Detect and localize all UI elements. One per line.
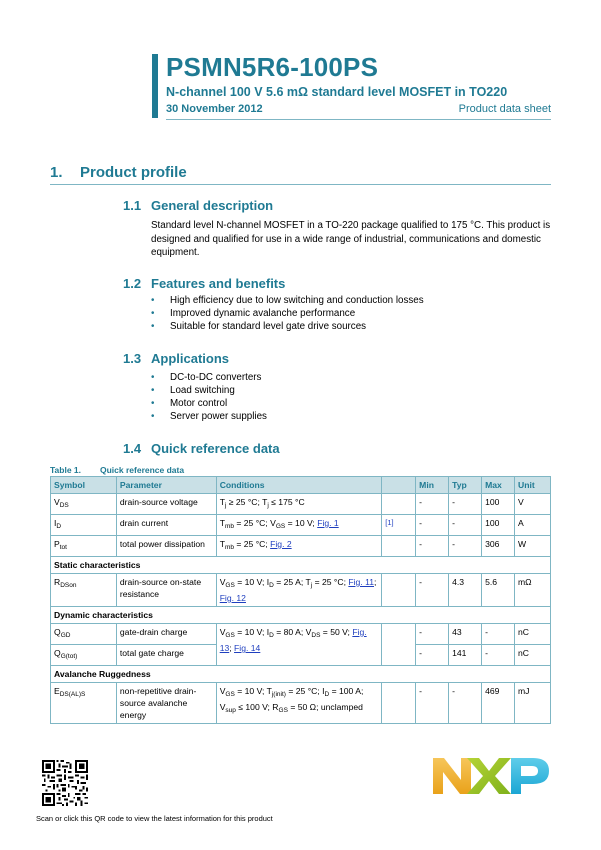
conditions-cell: $V_{GS} = 10$ V; $I_D = 25$ A; $T_j = 25$ °C; Fig. 11; Fig. 12 [216,574,382,607]
column-header: Unit [515,477,551,494]
section-title: Product profile [80,164,187,181]
table-row [51,494,551,515]
qr-code-icon[interactable] [42,760,88,806]
features-list [151,294,424,333]
parameter-cell: total power dissipation [116,536,216,557]
table-row [51,624,551,645]
min-cell: - [416,624,449,645]
typ-cell: 4.3 [449,574,482,607]
subheading-quick-reference [123,441,280,456]
column-header: Max [482,477,515,494]
symbol-cell: $R_{DSon}$ [51,574,117,607]
note-cell [382,574,416,607]
unit-cell: nC [515,645,551,666]
subheading-general-description [123,198,273,213]
quick-reference-table [50,476,551,724]
min-cell: - [416,645,449,666]
title-accent-bar [152,54,158,118]
applications-list [151,371,267,423]
min-cell: - [416,574,449,607]
column-header [382,477,416,494]
subsection-number: 1.1 [123,198,142,213]
symbol-cell: $E_{DS(AL)S}$ [51,683,117,724]
min-cell: - [416,683,449,724]
group-label: Static characteristics [51,557,551,574]
typ-cell: - [449,494,482,515]
subsection-title: General description [151,198,274,213]
symbol-cell: $I_D$ [51,515,117,536]
subsection-number: 1.3 [123,351,142,366]
unit-cell: mΩ [515,574,551,607]
table-row [51,536,551,557]
parameter-cell: gate-drain charge [116,624,216,645]
table-group-row [51,557,551,574]
list-item: • Server power supplies [151,410,267,423]
note-cell [382,494,416,515]
group-label: Avalanche Ruggedness [51,666,551,683]
typ-cell: - [449,536,482,557]
general-description-text: Standard level N-channel MOSFET in a TO-220 package qualified to 175 °C. This product is designed and qualified for use in a wide range of industrial, communications and domestic equipment. [151,220,551,258]
column-header: Typ [449,477,482,494]
conditions-cell: $T_j \ge 25$ °C; $T_j \le 175$ °C [216,494,382,515]
table-caption [50,465,184,475]
parameter-cell: drain current [116,515,216,536]
max-cell: 100 [482,515,515,536]
table-label: Table 1. [50,465,82,475]
unit-cell: mJ [515,683,551,724]
note-link[interactable]: [1] [382,515,416,536]
subsection-number: 1.4 [123,441,142,456]
subsection-title: Quick reference data [151,441,280,456]
conditions-cell: $T_{mb} = 25$ °C; $V_{GS} = 10$ V; Fig. 1 [216,515,382,536]
table-row [51,574,551,607]
qr-caption: Scan or click this QR code to view the latest information for this product [36,814,273,823]
list-item: • Improved dynamic avalanche performance [151,307,424,320]
typ-cell: - [449,515,482,536]
column-header: Symbol [51,477,117,494]
note-cell [382,536,416,557]
symbol-cell: $Q_{GD}$ [51,624,117,645]
document-date: 30 November 2012 [166,103,263,115]
conditions-cell: $V_{GS} = 10$ V; $I_D = 80$ A; $V_{DS} = 50$ V; Fig. 13; Fig. 14 [216,624,382,666]
column-header: Parameter [116,477,216,494]
list-item: • DC-to-DC converters [151,371,267,384]
subsection-title: Features and benefits [151,276,286,291]
table-group-row [51,607,551,624]
section-number: 1. [50,164,63,181]
parameter-cell: non-repetitive drain-source avalanche energy [116,683,216,724]
table-row [51,515,551,536]
max-cell: - [482,624,515,645]
symbol-cell: $Q_{G(tot)}$ [51,645,117,666]
section-heading-product-profile [50,164,187,181]
parameter-cell: drain-source voltage [116,494,216,515]
symbol-cell: $V_{DS}$ [51,494,117,515]
parameter-cell: drain-source on-state resistance [116,574,216,607]
max-cell: - [482,645,515,666]
document-type: Product data sheet [458,103,551,115]
table-header-row [51,477,551,494]
conditions-cell: $T_{mb} = 25$ °C; Fig. 2 [216,536,382,557]
header-divider [166,119,551,120]
table-row [51,683,551,724]
nxp-logo-icon [431,754,551,798]
subheading-features [123,276,285,291]
typ-cell: 43 [449,624,482,645]
typ-cell: 141 [449,645,482,666]
subsection-number: 1.2 [123,276,142,291]
unit-cell: V [515,494,551,515]
min-cell: - [416,494,449,515]
document-subtitle: N-channel 100 V 5.6 mΩ standard level MOSFET in TO220 [166,85,508,99]
section-divider [50,184,551,185]
unit-cell: nC [515,624,551,645]
list-item: • Load switching [151,384,267,397]
subsection-title: Applications [151,351,230,366]
max-cell: 100 [482,494,515,515]
conditions-cell: $V_{GS} = 10$ V; $T_{j(init)} = 25$ °C; $I_D = 100$ A; $V_{sup} \le 100$ V; $R_{GS} = 50$ Ω; unclamped [216,683,382,724]
list-item: • Motor control [151,397,267,410]
list-item: • Suitable for standard level gate drive sources [151,320,424,333]
column-header: Min [416,477,449,494]
subheading-applications [123,351,229,366]
unit-cell: A [515,515,551,536]
max-cell: 5.6 [482,574,515,607]
max-cell: 306 [482,536,515,557]
parameter-cell: total gate charge [116,645,216,666]
document-title: PSMN5R6-100PS [166,52,379,82]
typ-cell: - [449,683,482,724]
symbol-cell: $P_{tot}$ [51,536,117,557]
note-cell [382,683,416,724]
list-item: • High efficiency due to low switching and conduction losses [151,294,424,307]
min-cell: - [416,515,449,536]
max-cell: 469 [482,683,515,724]
unit-cell: W [515,536,551,557]
table-group-row [51,666,551,683]
note-cell [382,624,416,666]
column-header: Conditions [216,477,382,494]
group-label: Dynamic characteristics [51,607,551,624]
min-cell: - [416,536,449,557]
table-title: Quick reference data [100,465,185,475]
